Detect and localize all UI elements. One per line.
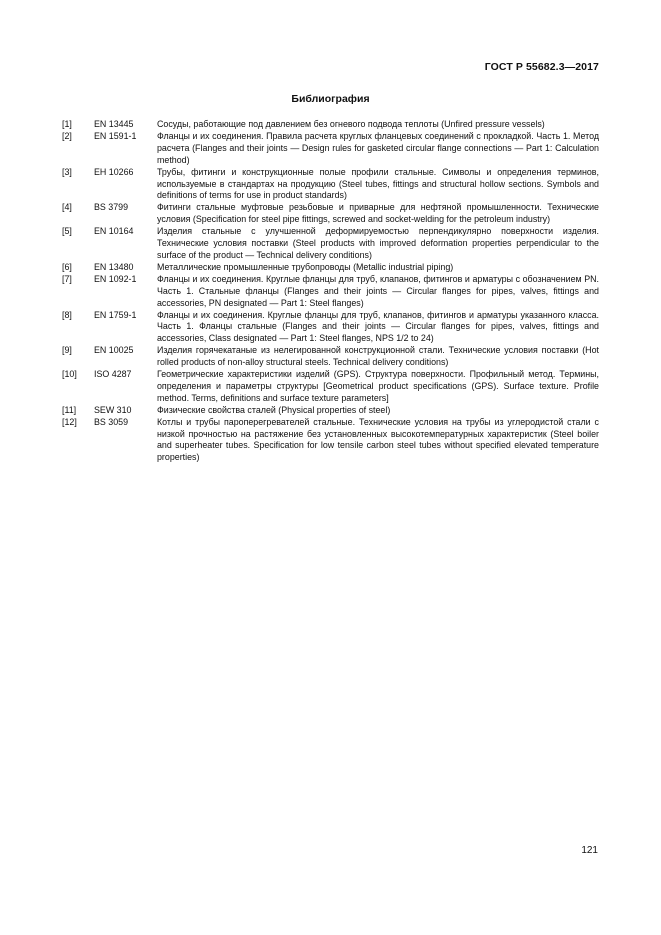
entry-reference: SEW 310 <box>94 404 132 415</box>
entry-reference: EN 10025 <box>94 345 134 356</box>
entry-reference: EN 1759-1 <box>94 309 137 320</box>
entry-text: Фланцы и их соединения. Правила расчета круглых фланцевых соединений с прокладкой. Часть 1. Метод расчета (Flanges and their joints — Design rules for gasketed circular flange connections — Part 1: Calculation method) <box>157 130 599 165</box>
bibliography-entry <box>62 226 599 262</box>
bibliography-entry <box>62 262 599 274</box>
entry-text: Геометрические характеристики изделий (GPS). Структура поверхности. Профильный метод. Термины, определения и параметры структуры [Geometrical product specifications (GPS). Surface texture. Profile method. Terms, definitions and surface texture parameters] <box>157 369 599 403</box>
entry-reference: EN 13445 <box>94 119 134 129</box>
bibliography-entry <box>62 274 599 310</box>
standard-code: ГОСТ Р 55682.3—2017 <box>484 61 599 73</box>
entry-text: Фитинги стальные муфтовые резьбовые и приварные для нефтяной промышленности. Технические условия (Specification for steel pipe fittings, screwed and socket-welding for the petroleum industry) <box>157 202 599 225</box>
bibliography-list <box>62 119 599 464</box>
entry-number: [7] <box>62 273 72 284</box>
entry-number: [11] <box>62 404 77 415</box>
entry-text: Сосуды, работающие под давлением без огневого подвода теплоты (Unfired pressure vessels) <box>157 119 545 129</box>
entry-text: Металлические промышленные трубопроводы (Metallic industrial piping) <box>157 261 454 272</box>
bibliography-entry <box>62 202 599 226</box>
bibliography-entry <box>62 405 599 417</box>
entry-reference: BS 3799 <box>94 202 129 213</box>
entry-number: [8] <box>62 309 72 320</box>
entry-text: Фланцы и их соединения. Круглые фланцы для труб, клапанов, фитингов и арматуры с обозначением PN. Часть 1. Стальные фланцы (Flanges and their joints — Circular flanges for pipes, valves, fittings and accessories, PN designated — Part 1: Steel flanges) <box>157 273 599 308</box>
page-number: 121 <box>581 845 598 856</box>
entry-reference: BS 3059 <box>94 416 129 427</box>
bibliography-entry <box>62 345 599 369</box>
entry-text: Изделия горячекатаные из нелегированной конструкционной стали. Технические условия поставки (Hot rolled products of non-alloy structural steels. Technical delivery conditions) <box>157 345 599 368</box>
entry-text: Трубы, фитинги и конструкционные полые профили стальные. Символы и определения терминов, используемые в стандартах на продукцию (Steel tubes, fittings and structural hollow sections. Symbols and definitions of terms for use in product standards) <box>157 166 599 201</box>
bibliography-entry <box>62 417 599 465</box>
entry-number: [9] <box>62 345 72 356</box>
entry-number: [5] <box>62 226 72 237</box>
bibliography-entry <box>62 119 599 131</box>
entry-text: Котлы и трубы пароперегревателей стальные. Технические условия на трубы из углеродистой стали с низкой прочностью на растяжение без установленных высокотемпературных характеристик (Steel boiler and superheater tubes. Specification for low tensile carbon steel tubes without specified elevated temperature properties) <box>157 416 599 463</box>
entry-reference: EN 13480 <box>94 261 134 272</box>
entry-text: Изделия стальные с улучшенной деформируемостью перпендикулярно поверхности изделия. Технические условия поставки (Steel products with improved deformation properties perpendicular to the surface of the product — Technical delivery conditions) <box>157 226 599 260</box>
entry-reference: EN 1092-1 <box>94 273 137 284</box>
entry-number: [4] <box>62 202 72 213</box>
entry-reference: ISO 4287 <box>94 369 132 380</box>
bibliography-entry <box>62 310 599 346</box>
bibliography-title: Библиография <box>291 93 370 105</box>
entry-number: [12] <box>62 416 77 427</box>
entry-number: [1] <box>62 119 72 129</box>
entry-text: Фланцы и их соединения. Круглые фланцы для труб, клапанов, фитингов и арматуры указанного класса. Часть 1. Фланцы стальные (Flanges and their joints — Circular flanges for pipes, valves, fittings and accessories, Class designated — Part 1: Steel flanges, NPS 1/2 to 24) <box>157 309 599 344</box>
entry-reference: EH 10266 <box>94 166 134 177</box>
entry-number: [2] <box>62 130 72 141</box>
entry-number: [6] <box>62 261 72 272</box>
entry-number: [3] <box>62 166 72 177</box>
entry-reference: EN 10164 <box>94 226 134 237</box>
entry-number: [10] <box>62 369 77 380</box>
bibliography-entry <box>62 369 599 405</box>
entry-text: Физические свойства сталей (Physical properties of steel) <box>157 404 391 415</box>
bibliography-entry <box>62 167 599 203</box>
entry-reference: EN 1591-1 <box>94 130 137 141</box>
bibliography-entry <box>62 131 599 167</box>
